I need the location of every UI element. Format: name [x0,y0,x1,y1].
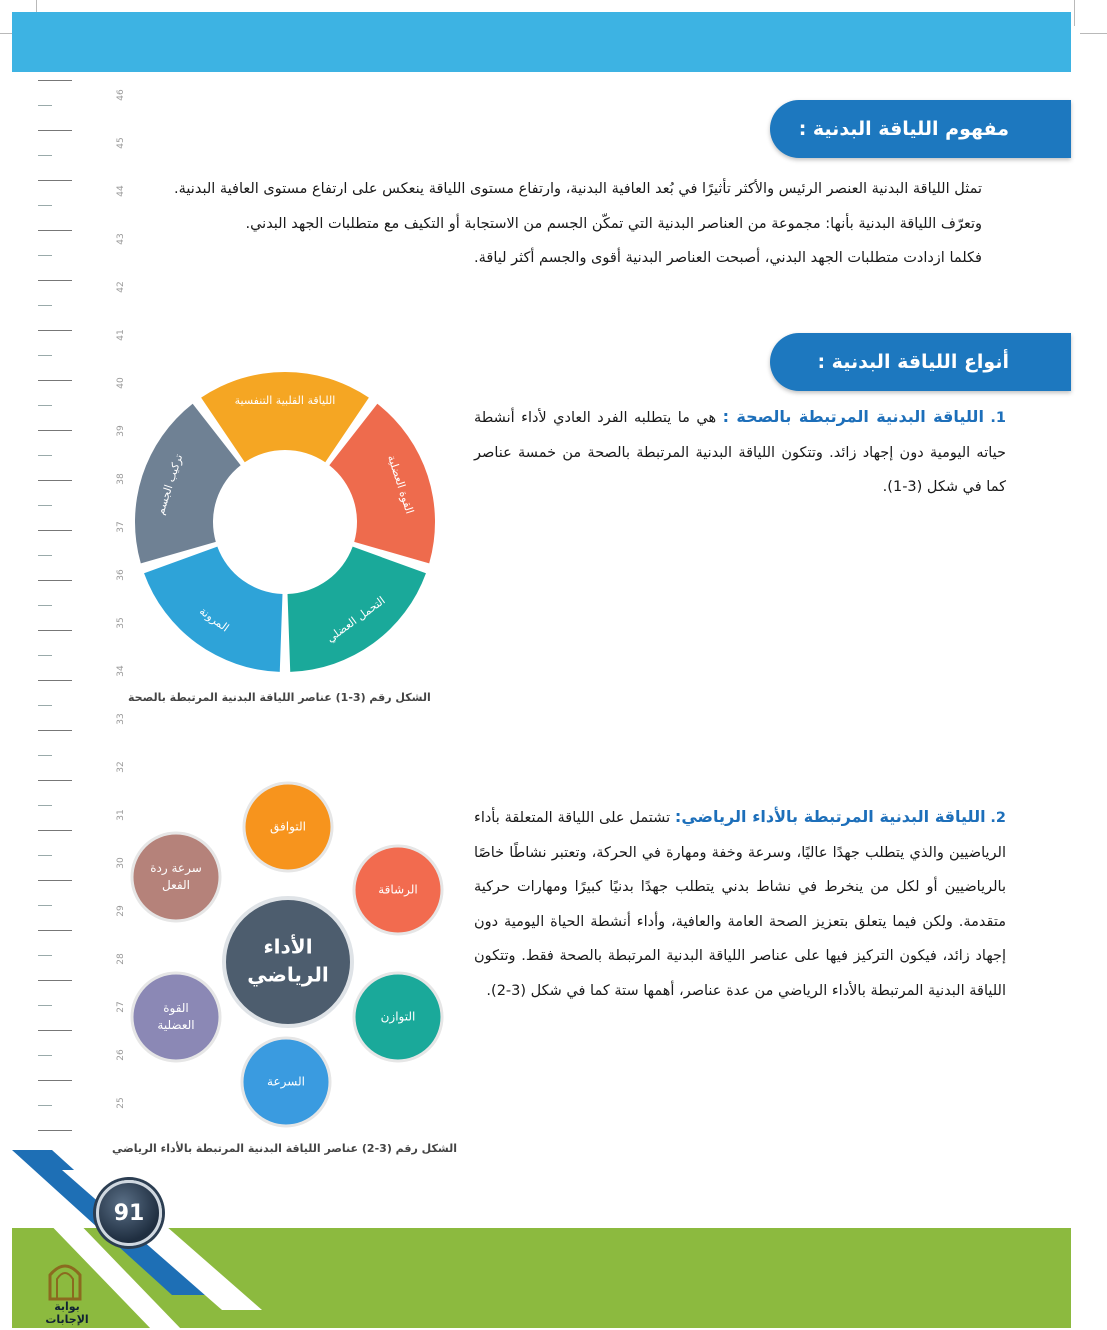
ruler-tick [38,380,72,381]
ruler-tick [38,705,52,706]
sport-node-label: القوة [163,1001,189,1015]
sport-center-label: الأداء [263,934,313,959]
ruler-number: 37 [116,521,126,533]
item2-heading: اللياقة البدنية المرتبطة بالأداء الرياضي: [674,807,986,826]
ruler-tick [38,730,72,731]
ruler-tick [38,980,72,981]
donut-label: المرونة [196,604,232,635]
sport-node-label: الرشاقة [378,882,418,897]
ruler-tick [38,355,52,356]
item2-number: 2. [990,810,1006,826]
ruler-number: 35 [116,617,126,629]
ruler-tick [38,655,52,656]
ruler-tick [38,1055,52,1056]
item1-heading: اللياقة البدنية المرتبطة بالصحة : [722,407,984,426]
ruler-number: 31 [116,809,126,821]
ruler-tick [38,430,72,431]
ruler-tick [38,555,52,556]
ruler-tick [38,905,52,906]
health-fitness-donut [120,372,450,682]
figure1-caption: الشكل رقم (3-1) عناصر اللياقة البدنية المرتبطة بالصحة [128,691,431,704]
ruler-tick [38,530,72,531]
ruler-number: 38 [116,473,126,485]
ruler-number: 40 [116,377,126,389]
sport-center-label: الرياضي [247,962,329,987]
figure2-caption: الشكل رقم (3-2) عناصر اللياقة البدنية المرتبطة بالأداء الرياضي [112,1142,457,1155]
donut-label: التحمل العضلي [324,593,388,646]
intro-line-2: وتعرّف اللياقة البدنية بأنها: مجموعة من العناصر البدنية التي تمكّن الجسم من الاستجابة أو التكيف مع متطلبات الجهد البدني. [245,215,982,232]
item1-text: هي ما يتطلبه الفرد العادي لأداء أنشطة حياته اليومية دون إجهاد زائد. وتتكون اللياقة البدنية المرتبطة بالصحة من خمسة عناصر كما في شكل (3-1). [474,410,1006,495]
sport-node-label: العضلية [157,1018,195,1032]
sport-node [132,973,220,1061]
donut-label: اللياقة القلبية التنفسية [234,394,336,407]
item2-text: تشتمل على اللياقة المتعلقة بأداء الرياضيين والذي يتطلب جهدًا عاليًا، وسرعة وخفة ومهارة في الحركة، وتعتبر نشاطًا خاصًا بالرياضيين أو لكل من ينخرط في نشاط بدني يتطلب جهدًا بدنيًا كبيرًا ومهارات حركية متقدمة. ولكن فيما يتعلق بتعزيز الصحة العامة والعافية، وأداء أنشطة الحياة اليومية دون إجهاد زائد، فيكون التركيز فيها على عناصر اللياقة البدنية المرتبطة بالصحة فقط. وتتكون اللياقة البدنية المرتبطة بالأداء الرياضي من عدة عناصر، أهمها ستة كما في شكل (3-2). [474,810,1006,999]
section-title-concept: مفهوم اللياقة البدنية : [770,100,1071,158]
ruler-number: 26 [116,1049,126,1061]
ruler-number: 29 [116,905,126,917]
ruler-tick [38,630,72,631]
sport-node-label: التوافق [270,819,306,834]
crop-mark [1074,0,1075,26]
ruler-number: 41 [116,329,126,341]
ruler-tick [38,1080,72,1081]
ruler-tick [38,155,52,156]
intro-paragraph [100,172,982,276]
ruler-tick [38,280,72,281]
sport-node [132,833,220,921]
ruler-number: 34 [116,665,126,677]
ruler-number: 46 [116,89,126,101]
ruler-tick [38,780,72,781]
ruler-tick [38,480,72,481]
sport-node-label: التوازن [380,1009,416,1024]
ruler-tick [38,1030,72,1031]
ruler-tick [38,255,52,256]
top-banner [12,12,1071,72]
ruler-number: 45 [116,137,126,149]
ruler-number: 25 [116,1097,126,1109]
ruler-tick [38,1005,52,1006]
intro-line-1: تمثل اللياقة البدنية العنصر الرئيس والأكثر تأثيرًا في بُعد العافية البدنية، وارتفاع مستوى اللياقة ينعكس على ارتفاع مستوى العافية البدنية. [174,181,982,197]
ruler-tick [38,1130,72,1131]
ruler-tick [38,805,52,806]
ruler-tick [38,580,72,581]
ruler-number: 28 [116,953,126,965]
ruler-tick [38,455,52,456]
ruler-tick [38,755,52,756]
ruler-number: 42 [116,281,126,293]
sport-fitness-diagram [120,772,460,1132]
ruler-number: 30 [116,857,126,869]
sport-node-label: سرعة ردة [150,861,202,875]
donut-label: تركيب الجسم [153,452,186,517]
footer-brand: بوابة الإجابات [45,1300,89,1326]
ruler-tick [38,105,52,106]
section-title-types: أنواع اللياقة البدنية : [770,333,1071,391]
ruler-tick [38,605,52,606]
ruler-tick [38,230,72,231]
ruler-tick [38,80,72,81]
page-number-badge: 91 [96,1180,162,1246]
ruler-tick [38,405,52,406]
side-ruler [38,80,126,1160]
item1-paragraph [474,400,1006,505]
ruler-tick [38,830,72,831]
ruler-number: 43 [116,233,126,245]
intro-line-3: فكلما ازدادت متطلبات الجهد البدني، أصبحت العناصر البدنية أقوى والجسم أكثر لياقة. [474,250,982,266]
sport-node-label: الفعل [162,878,190,892]
ruler-tick [38,180,72,181]
ruler-tick [38,330,72,331]
sport-node-label: السرعة [267,1074,305,1089]
ruler-tick [38,305,52,306]
ruler-number: 39 [116,425,126,437]
crop-mark [1080,33,1107,34]
ruler-tick [38,130,72,131]
ruler-number: 27 [116,1001,126,1013]
ruler-tick [38,955,52,956]
donut-label: القوة العضلية [384,453,417,516]
ruler-number: 33 [116,713,126,725]
ruler-number: 36 [116,569,126,581]
ruler-tick [38,680,72,681]
gate-logo-icon [42,1255,88,1301]
ruler-number: 44 [116,185,126,197]
ruler-tick [38,1105,52,1106]
ruler-tick [38,855,52,856]
ruler-number: 32 [116,761,126,773]
ruler-tick [38,880,72,881]
ruler-tick [38,205,52,206]
donut-hole [217,454,353,590]
item1-number: 1. [990,410,1007,426]
ruler-tick [38,930,72,931]
ruler-tick [38,505,52,506]
item2-paragraph [474,800,1006,1008]
